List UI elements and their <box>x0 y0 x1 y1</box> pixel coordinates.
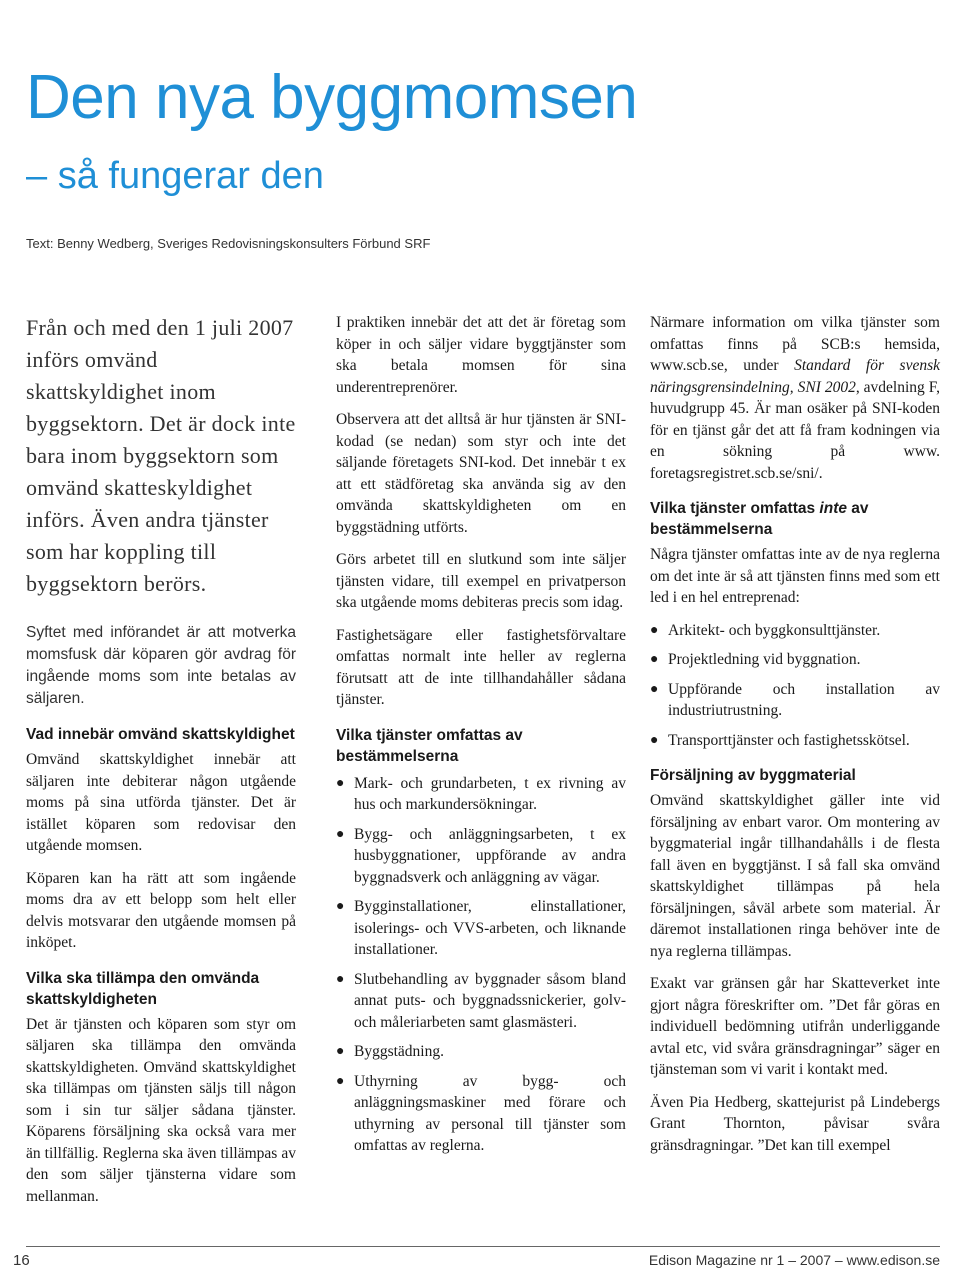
column-1 <box>26 312 296 1218</box>
bullet-icon: ● <box>336 775 345 791</box>
section-heading: Vad innebär omvänd skattskyldighet <box>26 726 295 743</box>
list-item: ● Uppförande och installation av industriutrustning. <box>650 680 940 719</box>
section-heading: Vilka tjänster omfattas av bestämmelserna <box>336 726 523 765</box>
list-item: ● Slutbehandling av byggnader såsom bland annat puts- och byggnadssnickerier, golv- och måleriarbeten samt glasmästeri. <box>336 970 626 1031</box>
body-paragraph: Närmare information om vilka tjänster som omfattas finns på SCB:s hemsida, www.scb.se, under Standard för svensk näringsgrensindelning, SNI 2002, avdelning F, huvudgrupp 45. Är man osäker på SNI-koden för en tjänst går det att få fram kodningen via en sökning på www. foretagsregistret.scb.se/sni/. <box>650 314 940 482</box>
column-2 <box>336 312 626 1169</box>
bullet-list <box>336 773 626 1157</box>
body-paragraph: Köparen kan ha rätt att som ingående moms dra av ett belopp som helt eller delvis motsvarar den utgående momsen på inköpet. <box>26 869 296 951</box>
list-item: ● Bygg- och anläggningsarbeten, t ex husbyggnationer, uppförande av andra byggnadsverk och anläggning av vägar. <box>336 825 626 886</box>
article-title: Den nya byggmomsen <box>26 63 638 132</box>
section-heading: Försäljning av byggmaterial <box>650 767 856 784</box>
article-subtitle: – så fungerar den <box>26 155 324 197</box>
footer-divider <box>26 1246 940 1247</box>
list-item: ● Mark- och grundarbeten, t ex rivning av hus och markundersökningar. <box>336 774 626 813</box>
bullet-icon: ● <box>336 826 345 842</box>
body-paragraph: Omvänd skattskyldighet innebär att säljaren inte debiterar någon utgående moms på sina utförda tjänster. Det är istället köparen som redovisar den utgående momsen. <box>26 751 296 854</box>
body-paragraph: I praktiken innebär det att det är företag som köper in och säljer vidare byggtjänster som ska betala momsen för sina underentreprenörer. <box>336 314 626 396</box>
bullet-icon: ● <box>336 1073 345 1089</box>
body-paragraph: Observera att det alltså är hur tjänsten är SNI-kodad (se nedan) som styr och inte det säljande företagets SNI-kod. Det innebär t ex att ett städföretag ska använda sig av den omvända skattskyldigheten om en byggstädning utförts. <box>336 411 626 536</box>
bullet-icon: ● <box>336 1044 345 1059</box>
bullet-icon: ● <box>336 971 345 987</box>
list-item: ● Arkitekt- och byggkonsulttjänster. <box>650 620 940 642</box>
publication-footer: Edison Magazine nr 1 – 2007 – www.edison.se <box>648 1252 940 1268</box>
bullet-icon: ● <box>650 732 659 748</box>
body-paragraph: Även Pia Hedberg, skattejurist på Lindebergs Grant Thornton, påvisar svåra gränsdragningar. ”Det kan till exempel <box>650 1093 940 1154</box>
bullet-list <box>650 620 940 752</box>
column-3 <box>650 312 940 1167</box>
body-paragraph: Några tjänster omfattas inte av de nya reglerna om det inte är så att tjänsten finns med som ett led i en hel entreprenad: <box>650 546 940 606</box>
bullet-icon: ● <box>650 681 659 697</box>
list-item: ● Byggstädning. <box>336 1041 626 1063</box>
list-item: ● Uthyrning av bygg- och anläggningsmaskiner med förare och uthyrning av personal till tjänster som omfattas av reglerna. <box>336 1072 626 1154</box>
body-paragraph: Omvänd skattskyldighet gäller inte vid försäljning av enbart varor. Om montering av byggmaterial ingår tillhandahålls i de flesta fall även en byggtjänst. I så fall ska omvänd skattskyldighet tillämpas på hela försäljningen, såväl arbete som material. Är däremot installationen ringa behöver inte de nya reglerna tillämpas. <box>650 792 940 960</box>
page-number: 16 <box>13 1252 30 1269</box>
body-paragraph: Det är tjänsten och köparen som styr om säljaren ska tillämpa den omvända skattskyldigheten. Omvänd skattskyldighet ska tillämpas om tjänsten säljs till någon som i sin tur säljer sådana tjänster. Köparens försäljning ska också vara mer än tillfällig. Reglerna ska även tillämpas av den som säljer tjänsterna vidare som mellanman. <box>26 1015 296 1205</box>
intro-paragraph: Syftet med införandet är att motverka momsfusk där köparen gör avdrag för ingående moms som inte betalas av säljaren. <box>26 624 296 707</box>
body-paragraph: Fastighetsägare eller fastighetsförvaltare omfattas normalt inte heller av reglerna förutsatt att de inte tillhandahåller sådana tjänster. <box>336 626 626 708</box>
lead-paragraph: Från och med den 1 juli 2007 införs omvänd skattskyldighet inom byggsektorn. Det är dock inte bara inom byggsektorn som omvänd skatteskyldighet införs. Även andra tjänster som har koppling till byggsektorn berörs. <box>26 315 296 596</box>
section-heading: Vilka ska tillämpa den omvända skattskyldigheten <box>26 969 260 1008</box>
list-item: ● Transporttjänster och fastighetsskötsel. <box>650 730 940 752</box>
bullet-icon: ● <box>650 652 659 667</box>
body-paragraph: Exakt var gränsen går har Skatteverket inte gjort några föreskrifter om. ”Det får göras en individuell bedömning utifrån underliggande avtal etc, vid svåra gränsdragningar” säger en tjänsteman som vi varit i kontakt med. <box>650 975 940 1078</box>
list-item: ● Projektledning vid byggnation. <box>650 649 940 671</box>
section-heading: Vilka tjänster omfattas inte av bestämmelserna <box>650 500 869 538</box>
byline: Text: Benny Wedberg, Sveriges Redovisningskonsulters Förbund SRF <box>26 236 431 251</box>
body-paragraph: Görs arbetet till en slutkund som inte säljer tjänsten vidare, till exempel en privatperson ska utgående moms debiteras precis som idag. <box>336 551 626 611</box>
bullet-icon: ● <box>650 622 659 638</box>
list-item: ● Bygginstallationer, elinstallationer, isolerings- och VVS-arbeten, och liknande installationer. <box>336 898 626 958</box>
bullet-icon: ● <box>336 899 345 914</box>
